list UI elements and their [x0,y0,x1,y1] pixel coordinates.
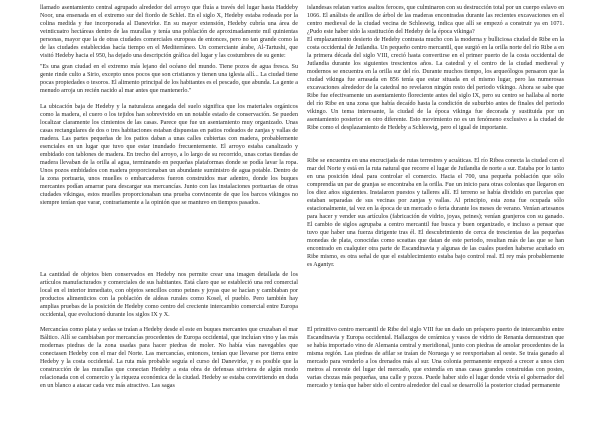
paragraph-al-tartushi-quote: "Es una gran ciudad en el extremo más lejano del océano del mundo. Tiene pozos de agua fresca. Su gente rinde culto a Sirio, excepto unos pocos que son cristianos y tienen una iglesia allí... La ciudad tiene pocas propiedades o tesoros. El alimento principal de los habitantes es el pescado, que abunda. La gente a menudo arroja un recién nacido al mar antes que mantenerlo." [40,64,298,95]
paragraph-hedeby-trade-network: La cantidad de objetos bien conservados en Hedeby nos permite crear una imagen detallada de los artículos manufacturados y comerciales de sus habitantes. Está claro que se estableció una red comercial local en el interior inmediato, con objetos sencillos como peines y joyas que se hacían y cambiaban por productos alimenticios con la población de aldeas rurales como Kosel, el pueblo. Pero también hay amplias pruebas de la posición de Hedeby como centro del creciente intercambio comercial entre Europa occidental, que evolucionó durante los siglos IX y X. [40,272,298,319]
paragraph-hedeby-destruction: islandesas relatan varios asaltos feroces, que culminaron con su destrucción total por un cuerpo eslavo en 1066. El análisis de anillos de árbol de las maderas encontradas durante las recientes excavaciones en el centro medieval de la ciudad vecina de Schleswig, indica que allí se empezó a construir ya en 1071. ¿Pudo este haber sido la sustitución del Hedeby de la época vikinga? [307,5,564,36]
paragraph-hedeby-extent: llamado asentamiento central agrupado alrededor del arroyo que fluía a través del lugar hasta Haddeby Noor, una ensenada en el extremo sur del fiordo de Schlei. En el siglo X, Hedeby estaba rodeada por la colina medida y fue incorporada al Danevirke. En su mayor extensión, Hedeby cubría una área de veinticuatro hectáreas dentro de las murallas y tenía una población de aproximadamente mil quinientas personas, mayor que la de otras ciudades comerciales europeas de entonces, pero no tan grande como la de las ciudades establecidas hacía tiempo en el Mediterráneo. Un comerciante árabe, Al-Tartushi, que visitó Hedeby hacia el 950, ha dejado una descripción gráfica del lugar y las costumbres de su gente: [40,5,298,60]
paragraph-ribe-crossroads: Ribe se encuentra en una encrucijada de rutas terrestres y acuáticas. El río Ribea conecta la ciudad con el mar del Norte y está en la ruta natural que recorre el lugar de Jutlandia de norte a sur. Estaba por lo tanto en una posición ideal para controlar el comercio. Hacia el 700, una pequeña población que sólo comprendía un par de granjas se encontraba en la orilla. Fue un inicio para otras colonias que llegaron en los diez años siguientes. Instalaron puestos y talleres allí. El terreno se había dividido en parcelas que estaban separadas de sus vecinas por zanjas y vallas. Al principio, esta zona fue ocupada sólo estacionalmente, tal vez en la época de un mercado o feria durante los meses de verano. Venían artesanos para hacer y vender sus artículos (fabricación de vidrio, joyas, peines); venían granjeros con su ganado. El cambio de siglos agrupaba a centro mercantil fue busca y buen organizado, e incluso a pensar que tuvo que haber una fuerza dirigente tras él. El descubrimiento de cerca de trescientas de las pequeñas monedas de plata, conocidas como sceattas que datan de este periodo, resultan más de las que se han encontrado en cualquier otra parte de Escandinavia y algunas de las cuales pueden haberse acuñado en Ribe mismo, es otra señal de que el establecimiento estaba bajo control real. El rey más probablemente es Agantyr. [307,158,564,269]
paragraph-ribe-contrast: El emplazamiento desierto de Hedeby contrasta mucho con la moderna y bulliciosa ciudad de Ribe en la costa occidental de Jutlandia. Un pequeño centro mercantil, que surgió en la orilla norte del río Ribe a en la primera década del siglo VIII, creció hasta convertirse en el primer puerto de la costa occidental de Jutlandia durante los siguientes trescientos años. La catedral y el centro de la ciudad medieval y modernos se encuentra en la orilla sur del río. Durante muchos tiempo, los arqueólogos pensaron que la ciudad vikinga fue arrasada en 856 tenía que estar situada en el mismo lugar, pero las numerosas excavaciones alrededor de la catedral no revelaron ningún resto del periodo vikingo. Ahora se sabe que Ribe fue efectivamente un asentamiento floreciente antes del siglo IX, pero su centro se hallaba al norte del río Ribe en una zona que había decaído hasta la condición de suburbio antes de finales del periodo vikingo. Un tema interesante, la ciudad de la época vikinga fue decorada y sustituida por un asentamiento posterior en otro diferente. Esto movimiento no es un fenómeno exclusivo a la ciudad de Ribe como el desplazamiento de Hedeby a Schleswig, pero el igual de importante. [307,37,564,132]
paragraph-ribe-market-center: El primitivo centro mercantil de Ribe del siglo VIII fue un dado un próspero puerto de intercambio entre Escandinavia y Europa occidental. Hallazgos de cerámica y vasos de vidrio de Renania demuestran que se había importado vino de Alemania central y meridional, junto con piedras de amolar procedentes de la misma región. Las piedras de afilar se traían de Noruega y se reexportaban al oeste. Se traía ganado al mercado para venderlo a los drenados más al sur. Una colonia permanente empezó a crecer a unos cien metros al noreste del lugar del mercado, que extendía en unas casas grandes construidas con postes, varias chozas más pequeñas, una calle y pozos. Puede haber sido el lugar donde vivía el gobernador del mercado y tenía que haber sido el centro alrededor del cual se desarrolló la posterior ciudad permanente [307,327,564,390]
paragraph-hedeby-merchandise: Mercancías como plata y sedas se traían a Hedeby desde el este en buques mercantes que cruzaban el mar Báltico. Allí se cambiaban por mercancías procedentes de Europa occidental, que incluían vino y las más modernas piedras de la zona usadas para hacer piedras de moler. No había vías navegables que conectasen Hedeby con el mar del Norte. Las mercancías, entonces, tenían que llevarse por tierra entre Hedeby y la costa occidental. La ruta más probable seguía el curso del Danevirke, y es posible que la construcción de las murallas que conectan Hedeby a esta obra de defensas siriviera de algún modo relacionada con el comercio y la riqueza económica de la ciudad. Hedeby se estaba convirtiendo en duda en un blanco a atacar cada vez más atractivo. Las sagas [40,327,298,390]
paragraph-hedeby-layout: La ubicación baja de Hedeby y la naturaleza anegada del suelo significa que los materiales orgánicos como la madera, el cuero o los tejidos han sobrevivido en un notable estado de conservación. Se pueden localizar claramente los cimientos de las casas. Parece que fue un asentamiento muy organizado. Unas casas rectangulares de dos o tres habitaciones estaban dispuestas en patios rodeados de zanjas y vallas de madera. Las partes pequeñas de los patios daban a unas calles cubiertas con madera, probablemente esenciales en un lugar que tuvo que estar inundado frecuentemente. El arroyo estaba canalizado y embidado con tablones de madera. En trecho del arroyo, a lo largo de su recorrido, unas cortas tiendas de madera llevaban de la orilla al agua, terminando en pequeñas plataformas donde se podía lavar la ropa. Unos pozos embidados con madera proporcionaban un abundante suministro de agua potable. Dentro de la zona portuaria, unos muelles o embarcaderos fueron construidos mar adentro, donde los buques mercantes podían amarrar para descargar sus mercancías. Junto con las instalaciones portuarias de otras ciudades vikingas, estos muelles proporcionaban una prueba convincente de que los barcos vikingos no siempre tenían que varar, contrariamente a la opinión que se mantuvo en tiempos pasados. [40,104,298,207]
